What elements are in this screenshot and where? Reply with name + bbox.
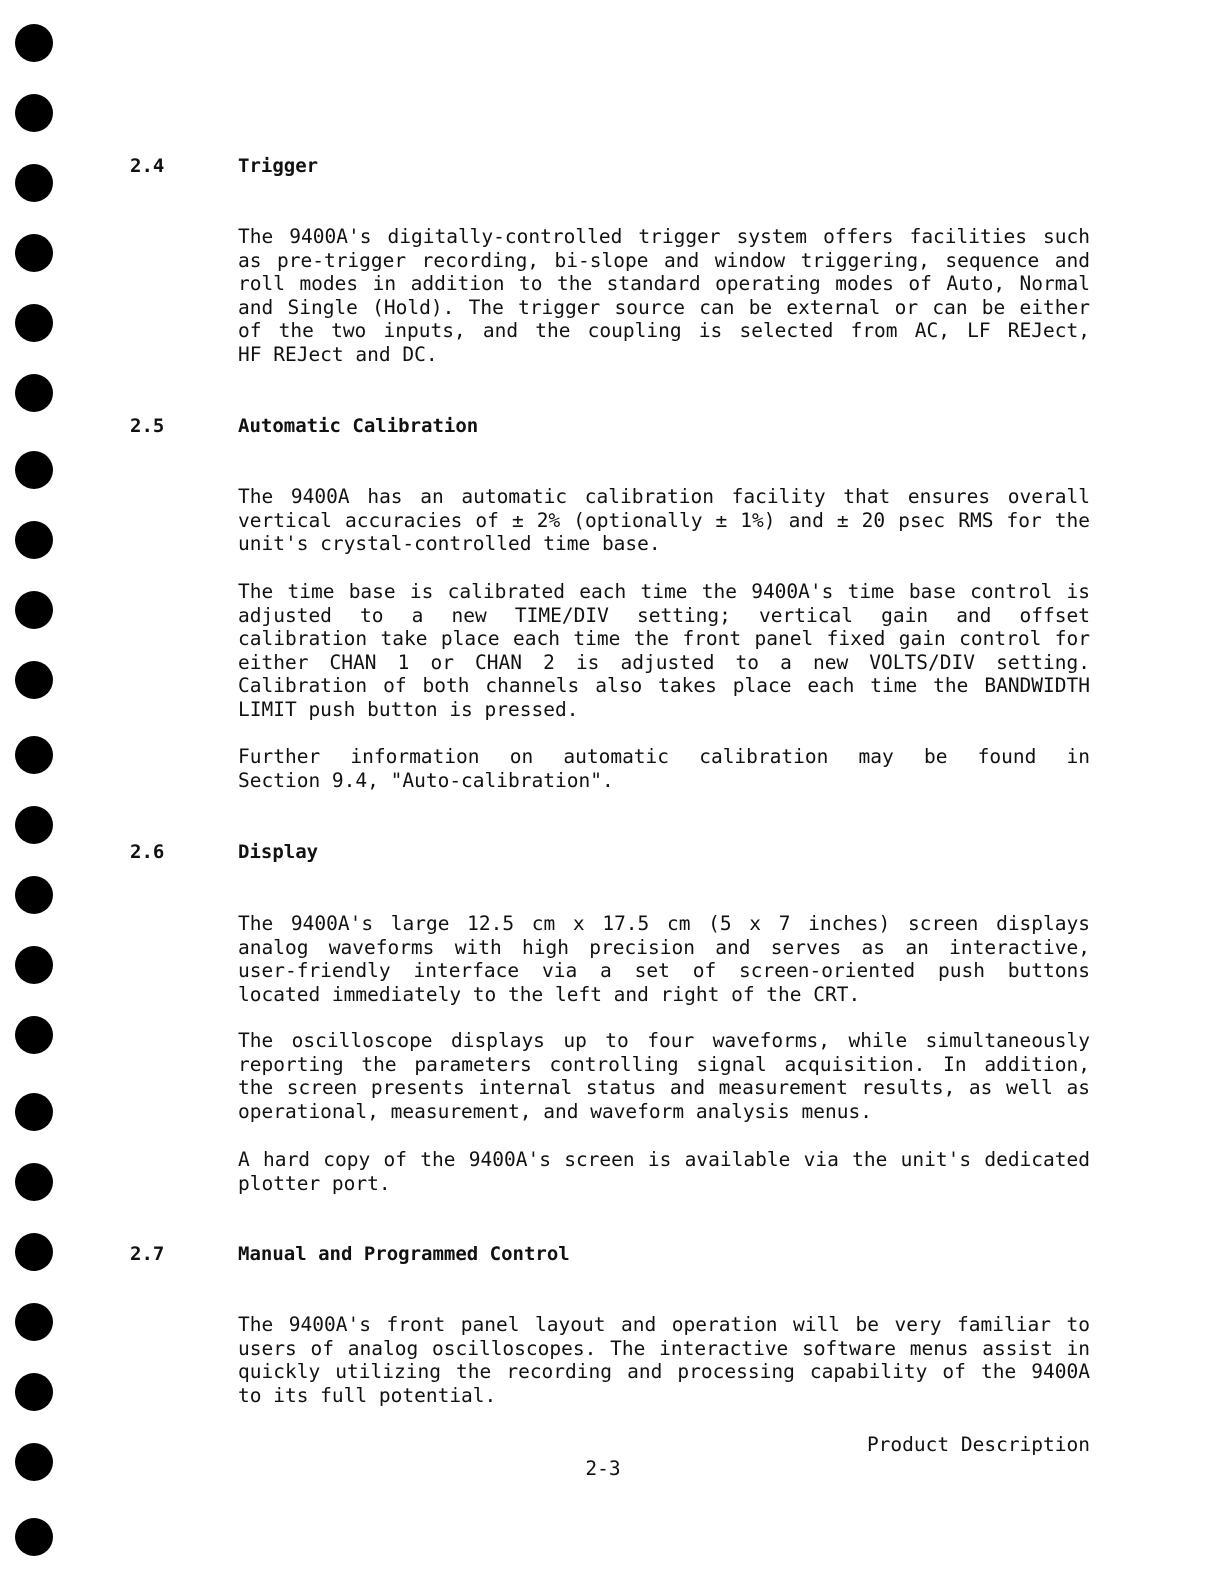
binder-hole xyxy=(15,736,53,774)
binder-hole xyxy=(15,1518,53,1556)
text-line: as pre-trigger recording, bi-slope and window triggering, sequence and xyxy=(238,248,1090,272)
page-number: 2-3 xyxy=(585,1457,621,1480)
section-number: 2.4 xyxy=(130,155,165,177)
paragraph xyxy=(238,1148,1090,1195)
text-line: reporting the parameters controlling signal acquisition. In addition, xyxy=(238,1052,1090,1076)
binder-hole xyxy=(15,946,53,984)
text-line: quickly utilizing the recording and processing capability of the 9400A xyxy=(238,1360,1090,1384)
binder-hole xyxy=(15,1373,53,1411)
binder-hole xyxy=(15,591,53,629)
text-line: analog waveforms with high precision and serves as an interactive, xyxy=(238,935,1090,959)
text-line: Calibration of both channels also takes place each time the BANDWIDTH xyxy=(238,674,1090,698)
text-line: The 9400A's digitally-controlled trigger system offers facilities such xyxy=(238,225,1090,248)
binder-hole xyxy=(15,1303,53,1341)
text-line: The 9400A's large 12.5 cm x 17.5 cm (5 x 7 inches) screen displays xyxy=(238,912,1090,935)
footer-chapter-title: Product Description xyxy=(866,1433,1090,1456)
text-line: roll modes in addition to the standard operating modes of Auto, Normal xyxy=(238,272,1090,296)
text-line: the screen presents internal status and measurement results, as well as xyxy=(238,1076,1090,1100)
binder-hole xyxy=(15,24,53,62)
text-line: either CHAN 1 or CHAN 2 is adjusted to a new VOLTS/DIV setting. xyxy=(238,650,1090,674)
binder-hole xyxy=(15,661,53,699)
section-title: Automatic Calibration xyxy=(238,415,479,437)
text-line: operational, measurement, and waveform analysis menus. xyxy=(238,1099,872,1123)
text-line: of the two inputs, and the coupling is selected from AC, LF REJect, xyxy=(238,319,1090,343)
text-line: A hard copy of the 9400A's screen is available via the unit's dedicated xyxy=(238,1148,1090,1171)
text-line: adjusted to a new TIME/DIV setting; vertical gain and offset xyxy=(238,603,1090,627)
text-line: LIMIT push button is pressed. xyxy=(238,697,579,721)
paragraph xyxy=(238,485,1090,556)
paragraph xyxy=(238,1313,1090,1407)
text-line: The oscilloscope displays up to four waveforms, while simultaneously xyxy=(238,1029,1090,1052)
section-number: 2.7 xyxy=(130,1243,165,1265)
section-number: 2.6 xyxy=(130,841,165,863)
text-line: Further information on automatic calibration may be found in xyxy=(238,745,1090,768)
binder-hole xyxy=(15,164,53,202)
paragraph xyxy=(238,912,1090,1006)
binder-hole xyxy=(15,1443,53,1481)
text-line: The time base is calibrated each time the 9400A's time base control is xyxy=(238,580,1090,603)
binder-hole xyxy=(15,1016,53,1054)
section-title: Manual and Programmed Control xyxy=(238,1243,570,1265)
paragraph xyxy=(238,225,1090,367)
binder-hole xyxy=(15,451,53,489)
section-number: 2.5 xyxy=(130,415,165,437)
text-line: Section 9.4, "Auto-calibration". xyxy=(238,768,614,792)
text-line: and Single (Hold). The trigger source can be external or can be either xyxy=(238,295,1090,319)
text-line: user-friendly interface via a set of screen-oriented push buttons xyxy=(238,959,1090,983)
text-line: The 9400A has an automatic calibration facility that ensures overall xyxy=(238,485,1090,508)
text-line: calibration take place each time the front panel fixed gain control for xyxy=(238,627,1090,651)
text-line: vertical accuracies of ± 2% (optionally ± 1%) and ± 20 psec RMS for the xyxy=(238,508,1090,532)
binder-hole xyxy=(15,234,53,272)
binder-hole xyxy=(15,1233,53,1271)
binder-hole xyxy=(15,374,53,412)
text-line: to its full potential. xyxy=(238,1383,497,1407)
text-line: plotter port. xyxy=(238,1171,391,1195)
text-line: located immediately to the left and right of the CRT. xyxy=(238,982,861,1006)
binder-hole xyxy=(15,806,53,844)
binder-hole xyxy=(15,94,53,132)
text-line: HF REJect and DC. xyxy=(238,342,438,366)
paragraph xyxy=(238,745,1090,792)
section-title: Trigger xyxy=(238,155,319,177)
binder-hole xyxy=(15,876,53,914)
text-line: The 9400A's front panel layout and operation will be very familiar to xyxy=(238,1313,1090,1336)
binder-hole xyxy=(15,1163,53,1201)
section-title: Display xyxy=(238,841,319,863)
binder-hole xyxy=(15,521,53,559)
text-line: users of analog oscilloscopes. The interactive software menus assist in xyxy=(238,1336,1090,1360)
paragraph xyxy=(238,1029,1090,1123)
text-line: unit's crystal-controlled time base. xyxy=(238,532,661,556)
paragraph xyxy=(238,580,1090,722)
binder-hole xyxy=(15,1093,53,1131)
binder-hole xyxy=(15,304,53,342)
